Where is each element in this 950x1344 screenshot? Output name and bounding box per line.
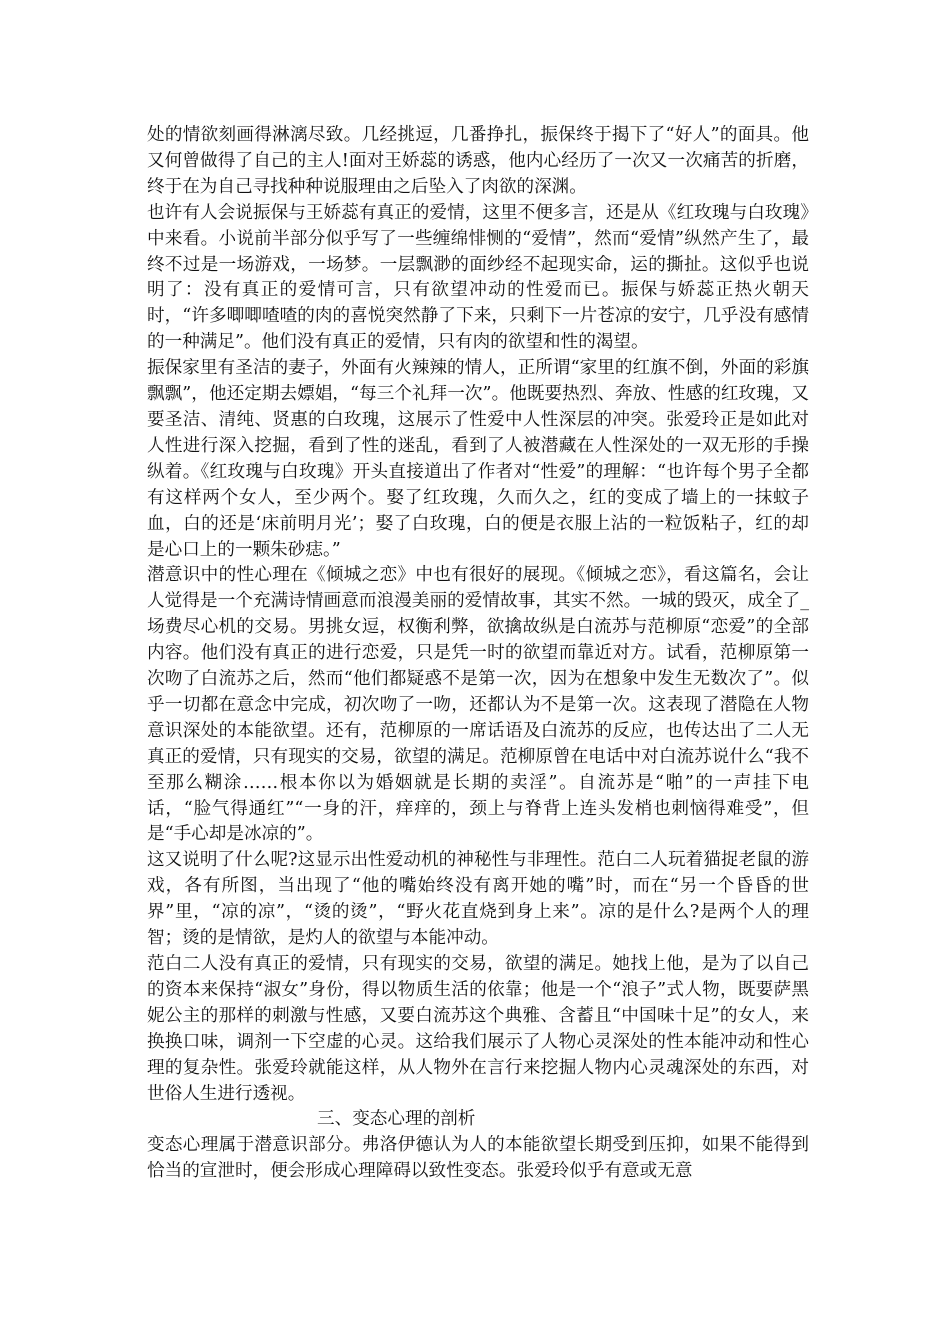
paragraph: 也许有人会说振保与王娇蕊有真正的爱情，这里不便多言，还是从《红玫瑰与白玫瑰》中来看。小说前半部分似乎写了一些缠绵悱恻的“爱情”，然而“爱情”纵然产生了，最终不过是一场游戏，一场梦。一层飘渺的面纱经不起现实命，运的撕扯。这似乎也说明了：没有真正的爱情可言，只有欲望冲动的性爱而已。振保与娇蕊正热火朝天时，“许多唧唧喳喳的肉的喜悦突然静了下来，只剩下一片苍凉的安宁，几乎没有感情的一种满足”。他们没有真正的爱情，只有肉的欲望和性的渴望。	[147, 202, 809, 353]
paragraph: 潜意识中的性心理在《倾城之恋》中也有很好的展现。《倾城之恋》，看这篇名，会让人觉得是一个充满诗情画意而浪漫美丽的爱情故事，其实不然。一城的毁灭，成全了_场费尽心机的交易。男挑女逗，权衡利弊，欲擒故纵是白流苏与范柳原“恋爱”的全部内容。他们没有真正的进行恋爱，只是凭一时的欲望而靠近对方。试看，范柳原第一次吻了白流苏之后，然而“他们都疑惑不是第一次，因为在想象中发生无数次了”。似乎一切都在意念中完成，初次吻了一吻，还都认为不是第一次。这表现了潜隐在人物意识深处的本能欲望。还有，范柳原的一席话语及白流苏的反应，也传达出了二人无真正的爱情，只有现实的交易，欲望的满足。范柳原曾在电话中对白流苏说什么“我不至那么糊涂……根本你以为婚姻就是长期的卖淫”。自流苏是“啪”的一声挂下电话，“脸气得通红”“一身的汗，痒痒的，颈上与脊背上连头发梢也刺恼得难受”，但是“手心却是冰凉的”。	[147, 565, 809, 845]
section-heading: 三、变态心理的剖析	[317, 1109, 476, 1130]
paragraph: 这又说明了什么呢?这显示出性爱动机的神秘性与非理性。范白二人玩着猫捉老鼠的游戏，各有所图，当出现了“他的嘴始终没有离开她的嘴”时，而在“另一个昏昏的世界”里，“凉的凉”，“烫的烫”，“野火花直烧到身上来”。凉的是什么?是两个人的理智；烫的是情欲，是灼人的欲望与本能冲动。	[147, 850, 809, 949]
paragraph: 处的情欲刻画得淋漓尽致。几经挑逗，几番挣扎，振保终于揭下了“好人”的面具。他又何曾做得了自己的主人!面对王娇蕊的诱惑，他内心经历了一次又一次痛苦的折磨，终于在为自己寻找种种说服理由之后坠入了肉欲的深渊。	[147, 125, 809, 197]
body-text	[147, 123, 809, 1185]
paragraph: 变态心理属于潜意识部分。弗洛伊德认为人的本能欲望长期受到压抑，如果不能得到恰当的宣泄时，便会形成心理障碍以致性变态。张爱玲似乎有意或无意	[147, 1135, 809, 1182]
paragraph: 振保家里有圣洁的妻子，外面有火辣辣的情人，正所谓“家里的红旗不倒，外面的彩旗飘飘”，他还定期去嫖娼，“每三个礼拜一次”。他既要热烈、奔放、性感的红玫瑰，又要圣洁、清纯、贤惠的白玫瑰，这展示了性爱中人性深层的冲突。张爱玲正是如此对人性进行深入挖掘，看到了性的迷乱，看到了人被潜藏在人性深处的一双无形的手操纵着。《红玫瑰与白玫瑰》开头直接道出了作者对“性爱”的理解：“也许每个男子全都有这样两个女人，至少两个。娶了红玫瑰，久而久之，红的变成了墙上的一抹蚊子血，白的还是‘床前明月光’；娶了白玫瑰，白的便是衣服上沾的一粒饭粘子，红的却是心口上的一颗朱砂痣。”	[147, 358, 809, 560]
paragraph: 范白二人没有真正的爱情，只有现实的交易，欲望的满足。她找上他，是为了以自己的资本来保持“淑女”身份，得以物质生活的依靠；他是一个“浪子”式人物，既要萨黑妮公主的那样的刺激与性感，又要白流苏这个典雅、含蓄且“中国味十足”的女人，来换换口味，调剂一下空虚的心灵。这给我们展示了人物心灵深处的性本能冲动和性心理的复杂性。张爱玲就能这样，从人物外在言行来挖掘人物内心灵魂深处的东西，对世俗人生进行透视。	[147, 954, 809, 1104]
